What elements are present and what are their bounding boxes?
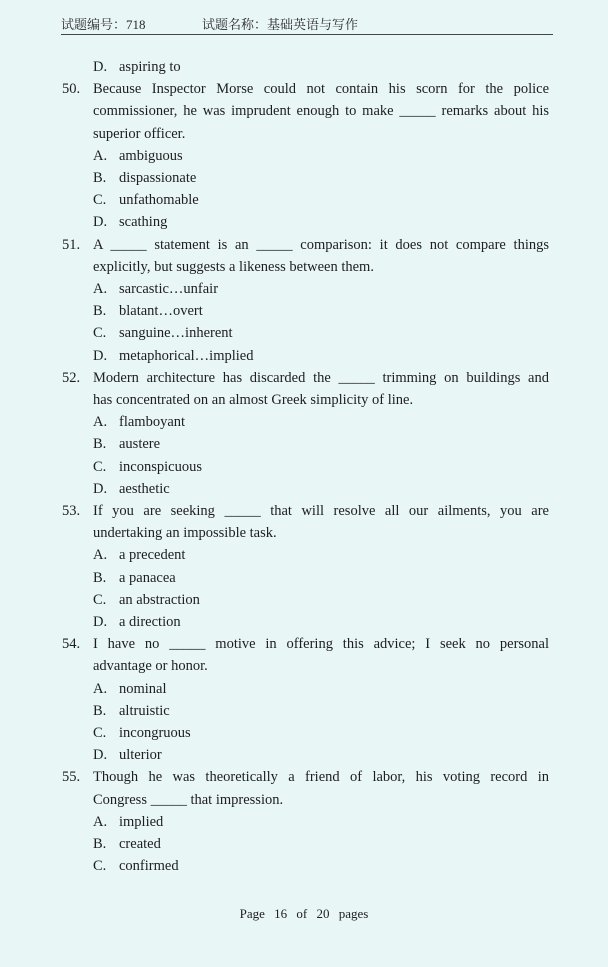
option-text: aesthetic <box>119 480 170 497</box>
option-letter: D. <box>93 214 108 231</box>
option-letter: C. <box>93 858 107 875</box>
answer-option <box>93 300 203 322</box>
answer-option <box>93 456 202 478</box>
option-letter: A. <box>93 147 108 164</box>
answer-option <box>93 678 167 700</box>
option-text: an abstraction <box>119 591 200 608</box>
option-letter: B. <box>93 702 107 719</box>
exam-name: 试题名称：基础英语与写作 <box>202 17 359 32</box>
question-number: 50. <box>62 81 81 98</box>
option-letter: A. <box>93 813 108 830</box>
option-text: a panacea <box>119 569 176 586</box>
exam-code: 试题编号：718 <box>61 17 146 32</box>
answer-option <box>93 744 162 766</box>
answer-option <box>93 167 196 189</box>
question-text-line: has concentrated on an almost Greek simplicity of line. <box>93 392 414 408</box>
option-text: sanguine…inherent <box>119 325 233 342</box>
option-letter: B. <box>93 569 107 586</box>
page-footer: Page 16 of 20 pages <box>239 906 369 921</box>
option-letter: A. <box>93 281 108 297</box>
option-letter: A. <box>93 547 108 564</box>
question-text-line: I have no _____ motive in offering this advice; I seek no personal <box>93 636 549 653</box>
question-text-line: A _____ statement is an _____ comparison: it does not compare things <box>93 236 549 253</box>
answer-option <box>93 145 183 167</box>
option-letter: C. <box>93 192 107 209</box>
question-text-line: explicitly, but suggests a likeness between them. <box>93 258 374 275</box>
option-text: altruistic <box>119 702 170 719</box>
option-text: incongruous <box>119 725 191 741</box>
answer-option <box>93 567 176 589</box>
option-text: metaphorical…implied <box>119 347 254 364</box>
question-text-line: Because Inspector Morse could not contain his scorn for the police <box>93 81 549 98</box>
option-text: aspiring to <box>119 59 181 75</box>
option-text: created <box>119 836 161 852</box>
option-letter: D. <box>93 614 108 630</box>
question-number: 54. <box>62 636 81 653</box>
option-letter: C. <box>93 458 107 475</box>
header-divider <box>61 34 553 35</box>
answer-option <box>93 433 160 455</box>
answer-option <box>93 855 179 877</box>
option-text: blatant…overt <box>119 303 203 320</box>
option-text: confirmed <box>119 858 179 875</box>
option-letter: A. <box>93 680 108 697</box>
answer-option <box>93 189 199 211</box>
option-text: sarcastic…unfair <box>119 281 219 297</box>
answer-option <box>93 611 181 633</box>
answer-option <box>93 589 200 611</box>
question-text-line: Congress _____ that impression. <box>93 791 284 808</box>
answer-option <box>93 811 163 833</box>
option-text: implied <box>119 813 164 830</box>
option-text: a direction <box>119 614 181 630</box>
option-letter: B. <box>93 170 107 186</box>
question-number: 52. <box>62 369 81 386</box>
answer-option <box>93 700 170 722</box>
option-text: ulterior <box>119 747 162 764</box>
option-text: dispassionate <box>119 170 197 186</box>
option-text: austere <box>119 436 161 453</box>
question-text-line: undertaking an impossible task. <box>93 525 277 542</box>
answer-option <box>93 56 181 78</box>
question-text-line: superior officer. <box>93 125 186 142</box>
option-text: flamboyant <box>119 414 186 431</box>
option-letter: D. <box>93 480 108 497</box>
question-text-line: commissioner, he was imprudent enough to make _____ remarks about his <box>93 103 549 120</box>
option-text: inconspicuous <box>119 458 202 475</box>
question-number: 51. <box>62 236 81 253</box>
question-number: 55. <box>62 769 81 786</box>
option-letter: A. <box>93 414 108 431</box>
option-text: ambiguous <box>119 147 183 164</box>
option-letter: D. <box>93 747 108 764</box>
option-text: unfathomable <box>119 192 199 209</box>
answer-option <box>93 478 170 500</box>
answer-option <box>93 833 161 855</box>
answer-option <box>93 322 233 344</box>
answer-option <box>93 211 167 233</box>
answer-option <box>93 411 185 433</box>
question-number: 53. <box>62 503 81 519</box>
option-letter: B. <box>93 436 107 453</box>
answer-option <box>93 278 218 300</box>
question-text-line: advantage or honor. <box>93 658 208 675</box>
option-letter: D. <box>93 59 108 75</box>
option-text: nominal <box>119 680 167 697</box>
option-letter: C. <box>93 591 107 608</box>
option-letter: C. <box>93 725 107 741</box>
option-letter: B. <box>93 836 107 852</box>
question-text-line: Though he was theoretically a friend of labor, his voting record in <box>93 769 549 786</box>
option-text: a precedent <box>119 547 186 564</box>
option-letter: B. <box>93 303 107 320</box>
option-text: scathing <box>119 214 168 231</box>
question-text-line: Modern architecture has discarded the _____ trimming on buildings and <box>93 369 549 386</box>
question-text-line: If you are seeking _____ that will resolve all our ailments, you are <box>93 503 549 519</box>
answer-option <box>93 345 254 367</box>
option-letter: D. <box>93 347 108 364</box>
answer-option <box>93 544 185 566</box>
answer-option <box>93 722 191 744</box>
option-letter: C. <box>93 325 107 342</box>
